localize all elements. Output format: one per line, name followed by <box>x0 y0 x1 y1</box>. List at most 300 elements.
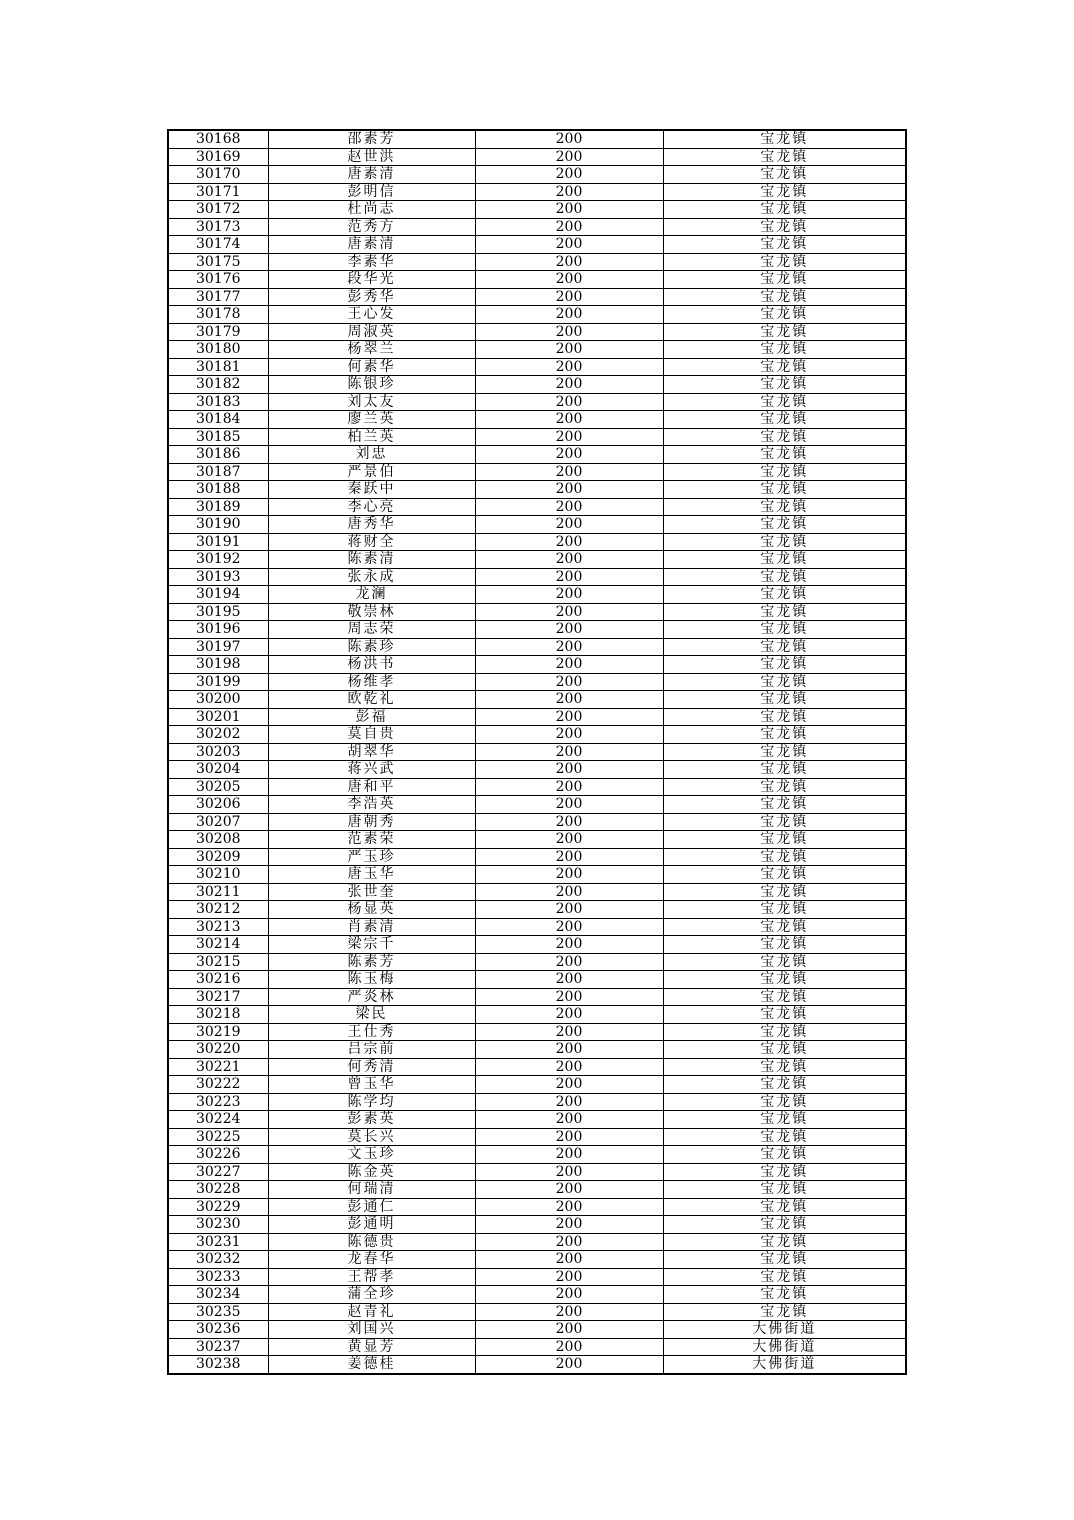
row-place-cell: 宝龙镇 <box>663 1286 906 1304</box>
row-name-cell: 杨洪书 <box>268 656 475 674</box>
table-row <box>168 743 906 761</box>
row-place-cell: 宝龙镇 <box>663 253 906 271</box>
table-row <box>168 1286 906 1304</box>
row-place-cell: 宝龙镇 <box>663 813 906 831</box>
row-name-cell: 彭福 <box>268 708 475 726</box>
row-amount-cell: 200 <box>475 166 663 184</box>
table-row <box>168 236 906 254</box>
row-place-cell: 宝龙镇 <box>663 1023 906 1041</box>
row-place-cell: 宝龙镇 <box>663 201 906 219</box>
table-row <box>168 621 906 639</box>
table-row <box>168 201 906 219</box>
row-place-cell: 宝龙镇 <box>663 673 906 691</box>
row-id-cell: 30204 <box>168 761 268 779</box>
table-row <box>168 323 906 341</box>
row-amount-cell: 200 <box>475 1233 663 1251</box>
row-name-cell: 蒋兴武 <box>268 761 475 779</box>
row-id-cell: 30188 <box>168 481 268 499</box>
table-row <box>168 726 906 744</box>
table-row <box>168 638 906 656</box>
row-place-cell: 大佛街道 <box>663 1356 906 1374</box>
table-row <box>168 148 906 166</box>
row-id-cell: 30234 <box>168 1286 268 1304</box>
row-place-cell: 宝龙镇 <box>663 481 906 499</box>
row-name-cell: 王仕秀 <box>268 1023 475 1041</box>
table-row <box>168 778 906 796</box>
row-place-cell: 宝龙镇 <box>663 691 906 709</box>
row-id-cell: 30193 <box>168 568 268 586</box>
row-id-cell: 30184 <box>168 411 268 429</box>
row-name-cell: 唐玉华 <box>268 866 475 884</box>
row-name-cell: 李素华 <box>268 253 475 271</box>
row-name-cell: 陈玉梅 <box>268 971 475 989</box>
row-amount-cell: 200 <box>475 761 663 779</box>
row-place-cell: 宝龙镇 <box>663 656 906 674</box>
row-place-cell: 宝龙镇 <box>663 1058 906 1076</box>
row-id-cell: 30203 <box>168 743 268 761</box>
table-row <box>168 428 906 446</box>
row-id-cell: 30201 <box>168 708 268 726</box>
row-place-cell: 宝龙镇 <box>663 1076 906 1094</box>
row-amount-cell: 200 <box>475 726 663 744</box>
row-amount-cell: 200 <box>475 831 663 849</box>
row-amount-cell: 200 <box>475 1006 663 1024</box>
row-name-cell: 何瑞清 <box>268 1181 475 1199</box>
row-amount-cell: 200 <box>475 621 663 639</box>
row-id-cell: 30210 <box>168 866 268 884</box>
table-row <box>168 1216 906 1234</box>
row-place-cell: 宝龙镇 <box>663 183 906 201</box>
row-amount-cell: 200 <box>475 691 663 709</box>
row-amount-cell: 200 <box>475 656 663 674</box>
table-row <box>168 498 906 516</box>
row-amount-cell: 200 <box>475 498 663 516</box>
row-id-cell: 30215 <box>168 953 268 971</box>
table-row <box>168 481 906 499</box>
row-name-cell: 陈学均 <box>268 1093 475 1111</box>
row-place-cell: 宝龙镇 <box>663 1198 906 1216</box>
row-place-cell: 宝龙镇 <box>663 218 906 236</box>
row-place-cell: 宝龙镇 <box>663 796 906 814</box>
table-row <box>168 603 906 621</box>
row-place-cell: 宝龙镇 <box>663 288 906 306</box>
row-name-cell: 柏兰英 <box>268 428 475 446</box>
row-amount-cell: 200 <box>475 306 663 324</box>
table-row <box>168 1303 906 1321</box>
row-id-cell: 30190 <box>168 516 268 534</box>
row-place-cell: 宝龙镇 <box>663 166 906 184</box>
row-name-cell: 彭明信 <box>268 183 475 201</box>
table-row <box>168 306 906 324</box>
row-amount-cell: 200 <box>475 796 663 814</box>
row-place-cell: 宝龙镇 <box>663 1111 906 1129</box>
row-amount-cell: 200 <box>475 376 663 394</box>
row-place-cell: 宝龙镇 <box>663 428 906 446</box>
row-name-cell: 刘国兴 <box>268 1321 475 1339</box>
row-name-cell: 曾玉华 <box>268 1076 475 1094</box>
row-name-cell: 刘太友 <box>268 393 475 411</box>
row-place-cell: 宝龙镇 <box>663 848 906 866</box>
table-row <box>168 761 906 779</box>
table-row <box>168 1356 906 1374</box>
row-id-cell: 30220 <box>168 1041 268 1059</box>
row-id-cell: 30199 <box>168 673 268 691</box>
row-name-cell: 李浩英 <box>268 796 475 814</box>
row-name-cell: 唐素清 <box>268 166 475 184</box>
table-row <box>168 1023 906 1041</box>
row-place-cell: 宝龙镇 <box>663 1181 906 1199</box>
row-place-cell: 宝龙镇 <box>663 498 906 516</box>
row-id-cell: 30235 <box>168 1303 268 1321</box>
row-place-cell: 宝龙镇 <box>663 1093 906 1111</box>
row-id-cell: 30182 <box>168 376 268 394</box>
row-name-cell: 张世奎 <box>268 883 475 901</box>
row-amount-cell: 200 <box>475 1321 663 1339</box>
row-name-cell: 胡翠华 <box>268 743 475 761</box>
row-amount-cell: 200 <box>475 428 663 446</box>
row-amount-cell: 200 <box>475 218 663 236</box>
row-name-cell: 严玉珍 <box>268 848 475 866</box>
table-row <box>168 708 906 726</box>
row-place-cell: 宝龙镇 <box>663 1251 906 1269</box>
row-place-cell: 宝龙镇 <box>663 306 906 324</box>
row-amount-cell: 200 <box>475 411 663 429</box>
row-id-cell: 30178 <box>168 306 268 324</box>
row-place-cell: 宝龙镇 <box>663 761 906 779</box>
row-place-cell: 宝龙镇 <box>663 988 906 1006</box>
table-row <box>168 1041 906 1059</box>
row-amount-cell: 200 <box>475 988 663 1006</box>
table-row <box>168 796 906 814</box>
row-amount-cell: 200 <box>475 1128 663 1146</box>
table-row <box>168 883 906 901</box>
row-name-cell: 邵素芳 <box>268 130 475 148</box>
row-place-cell: 宝龙镇 <box>663 551 906 569</box>
row-name-cell: 陈德贵 <box>268 1233 475 1251</box>
row-name-cell: 黄显芳 <box>268 1338 475 1356</box>
row-name-cell: 彭通明 <box>268 1216 475 1234</box>
row-name-cell: 陈银珍 <box>268 376 475 394</box>
table-row <box>168 866 906 884</box>
row-place-cell: 宝龙镇 <box>663 831 906 849</box>
row-id-cell: 30170 <box>168 166 268 184</box>
table-row <box>168 411 906 429</box>
row-amount-cell: 200 <box>475 1093 663 1111</box>
table-row <box>168 1163 906 1181</box>
table-row <box>168 516 906 534</box>
row-id-cell: 30233 <box>168 1268 268 1286</box>
row-name-cell: 杨维孝 <box>268 673 475 691</box>
row-place-cell: 宝龙镇 <box>663 1146 906 1164</box>
row-id-cell: 30172 <box>168 201 268 219</box>
row-place-cell: 宝龙镇 <box>663 1128 906 1146</box>
row-id-cell: 30206 <box>168 796 268 814</box>
table-row <box>168 656 906 674</box>
row-amount-cell: 200 <box>475 586 663 604</box>
row-name-cell: 赵青礼 <box>268 1303 475 1321</box>
row-name-cell: 蒲全珍 <box>268 1286 475 1304</box>
row-name-cell: 彭通仁 <box>268 1198 475 1216</box>
row-place-cell: 宝龙镇 <box>663 358 906 376</box>
row-id-cell: 30211 <box>168 883 268 901</box>
row-amount-cell: 200 <box>475 603 663 621</box>
row-id-cell: 30196 <box>168 621 268 639</box>
row-place-cell: 宝龙镇 <box>663 463 906 481</box>
table-row <box>168 691 906 709</box>
row-id-cell: 30205 <box>168 778 268 796</box>
table-row <box>168 901 906 919</box>
table-row <box>168 1093 906 1111</box>
table-row <box>168 253 906 271</box>
row-id-cell: 30189 <box>168 498 268 516</box>
row-amount-cell: 200 <box>475 883 663 901</box>
row-amount-cell: 200 <box>475 253 663 271</box>
row-amount-cell: 200 <box>475 533 663 551</box>
row-place-cell: 宝龙镇 <box>663 586 906 604</box>
table-row <box>168 1111 906 1129</box>
row-name-cell: 唐和平 <box>268 778 475 796</box>
table-row <box>168 463 906 481</box>
row-place-cell: 大佛街道 <box>663 1321 906 1339</box>
row-place-cell: 宝龙镇 <box>663 1006 906 1024</box>
row-name-cell: 段华光 <box>268 271 475 289</box>
row-id-cell: 30200 <box>168 691 268 709</box>
table-row <box>168 988 906 1006</box>
table-row <box>168 271 906 289</box>
row-id-cell: 30214 <box>168 936 268 954</box>
row-name-cell: 陈素芳 <box>268 953 475 971</box>
row-name-cell: 廖兰英 <box>268 411 475 429</box>
row-place-cell: 宝龙镇 <box>663 1163 906 1181</box>
row-id-cell: 30197 <box>168 638 268 656</box>
row-name-cell: 杨显英 <box>268 901 475 919</box>
row-id-cell: 30229 <box>168 1198 268 1216</box>
row-name-cell: 吕宗前 <box>268 1041 475 1059</box>
table-row <box>168 813 906 831</box>
row-place-cell: 宝龙镇 <box>663 778 906 796</box>
row-amount-cell: 200 <box>475 778 663 796</box>
row-place-cell: 宝龙镇 <box>663 953 906 971</box>
row-amount-cell: 200 <box>475 568 663 586</box>
row-place-cell: 宝龙镇 <box>663 568 906 586</box>
table-row <box>168 971 906 989</box>
row-amount-cell: 200 <box>475 743 663 761</box>
row-id-cell: 30238 <box>168 1356 268 1374</box>
row-amount-cell: 200 <box>475 358 663 376</box>
row-id-cell: 30186 <box>168 446 268 464</box>
row-id-cell: 30194 <box>168 586 268 604</box>
row-id-cell: 30223 <box>168 1093 268 1111</box>
row-id-cell: 30173 <box>168 218 268 236</box>
row-id-cell: 30187 <box>168 463 268 481</box>
row-amount-cell: 200 <box>475 551 663 569</box>
row-id-cell: 30207 <box>168 813 268 831</box>
table-row <box>168 1251 906 1269</box>
row-name-cell: 肖素清 <box>268 918 475 936</box>
row-name-cell: 秦跃中 <box>268 481 475 499</box>
table-row <box>168 1233 906 1251</box>
row-name-cell: 梁宗千 <box>268 936 475 954</box>
table-row <box>168 953 906 971</box>
row-name-cell: 彭素英 <box>268 1111 475 1129</box>
row-place-cell: 大佛街道 <box>663 1338 906 1356</box>
row-id-cell: 30177 <box>168 288 268 306</box>
row-id-cell: 30226 <box>168 1146 268 1164</box>
row-name-cell: 严炎林 <box>268 988 475 1006</box>
row-name-cell: 杜尚志 <box>268 201 475 219</box>
row-id-cell: 30228 <box>168 1181 268 1199</box>
row-place-cell: 宝龙镇 <box>663 323 906 341</box>
row-amount-cell: 200 <box>475 673 663 691</box>
table-row <box>168 1006 906 1024</box>
table-row <box>168 358 906 376</box>
row-amount-cell: 200 <box>475 393 663 411</box>
row-id-cell: 30192 <box>168 551 268 569</box>
row-id-cell: 30212 <box>168 901 268 919</box>
row-amount-cell: 200 <box>475 971 663 989</box>
table-row <box>168 1146 906 1164</box>
row-name-cell: 唐秀华 <box>268 516 475 534</box>
table-row <box>168 376 906 394</box>
row-amount-cell: 200 <box>475 1198 663 1216</box>
row-amount-cell: 200 <box>475 1041 663 1059</box>
row-id-cell: 30231 <box>168 1233 268 1251</box>
row-amount-cell: 200 <box>475 1356 663 1374</box>
row-id-cell: 30176 <box>168 271 268 289</box>
row-place-cell: 宝龙镇 <box>663 533 906 551</box>
row-id-cell: 30227 <box>168 1163 268 1181</box>
row-amount-cell: 200 <box>475 1251 663 1269</box>
table-row <box>168 183 906 201</box>
table-row <box>168 918 906 936</box>
row-amount-cell: 200 <box>475 1268 663 1286</box>
row-id-cell: 30181 <box>168 358 268 376</box>
row-place-cell: 宝龙镇 <box>663 411 906 429</box>
row-name-cell: 王心发 <box>268 306 475 324</box>
row-place-cell: 宝龙镇 <box>663 638 906 656</box>
row-amount-cell: 200 <box>475 936 663 954</box>
row-amount-cell: 200 <box>475 1058 663 1076</box>
row-place-cell: 宝龙镇 <box>663 1268 906 1286</box>
roster-table <box>167 129 907 1375</box>
row-name-cell: 梁民 <box>268 1006 475 1024</box>
row-name-cell: 严景伯 <box>268 463 475 481</box>
row-place-cell: 宝龙镇 <box>663 1041 906 1059</box>
row-id-cell: 30222 <box>168 1076 268 1094</box>
row-name-cell: 张永成 <box>268 568 475 586</box>
row-amount-cell: 200 <box>475 638 663 656</box>
row-amount-cell: 200 <box>475 323 663 341</box>
table-row <box>168 586 906 604</box>
row-place-cell: 宝龙镇 <box>663 376 906 394</box>
row-name-cell: 范秀方 <box>268 218 475 236</box>
row-id-cell: 30232 <box>168 1251 268 1269</box>
table-row <box>168 831 906 849</box>
row-place-cell: 宝龙镇 <box>663 236 906 254</box>
row-name-cell: 陈金英 <box>268 1163 475 1181</box>
row-amount-cell: 200 <box>475 848 663 866</box>
row-name-cell: 姜德桂 <box>268 1356 475 1374</box>
row-amount-cell: 200 <box>475 201 663 219</box>
table-row <box>168 551 906 569</box>
row-place-cell: 宝龙镇 <box>663 918 906 936</box>
row-amount-cell: 200 <box>475 1023 663 1041</box>
row-name-cell: 周志荣 <box>268 621 475 639</box>
row-id-cell: 30180 <box>168 341 268 359</box>
row-place-cell: 宝龙镇 <box>663 603 906 621</box>
row-id-cell: 30219 <box>168 1023 268 1041</box>
row-id-cell: 30198 <box>168 656 268 674</box>
table-row <box>168 1128 906 1146</box>
row-place-cell: 宝龙镇 <box>663 971 906 989</box>
row-id-cell: 30209 <box>168 848 268 866</box>
row-name-cell: 龙澜 <box>268 586 475 604</box>
table-row <box>168 218 906 236</box>
row-id-cell: 30171 <box>168 183 268 201</box>
row-place-cell: 宝龙镇 <box>663 148 906 166</box>
table-row <box>168 1181 906 1199</box>
row-id-cell: 30217 <box>168 988 268 1006</box>
table-row <box>168 533 906 551</box>
row-id-cell: 30168 <box>168 130 268 148</box>
table-row <box>168 1076 906 1094</box>
row-id-cell: 30174 <box>168 236 268 254</box>
row-id-cell: 30237 <box>168 1338 268 1356</box>
row-id-cell: 30225 <box>168 1128 268 1146</box>
table-row <box>168 1198 906 1216</box>
row-amount-cell: 200 <box>475 271 663 289</box>
row-place-cell: 宝龙镇 <box>663 516 906 534</box>
row-name-cell: 范素荣 <box>268 831 475 849</box>
row-id-cell: 30213 <box>168 918 268 936</box>
table-row <box>168 1321 906 1339</box>
row-amount-cell: 200 <box>475 813 663 831</box>
row-place-cell: 宝龙镇 <box>663 271 906 289</box>
row-amount-cell: 200 <box>475 236 663 254</box>
row-place-cell: 宝龙镇 <box>663 1303 906 1321</box>
row-amount-cell: 200 <box>475 1181 663 1199</box>
table-row <box>168 288 906 306</box>
row-id-cell: 30175 <box>168 253 268 271</box>
row-place-cell: 宝龙镇 <box>663 936 906 954</box>
row-name-cell: 周淑英 <box>268 323 475 341</box>
row-name-cell: 彭秀华 <box>268 288 475 306</box>
row-name-cell: 蒋财全 <box>268 533 475 551</box>
row-place-cell: 宝龙镇 <box>663 1216 906 1234</box>
row-place-cell: 宝龙镇 <box>663 1233 906 1251</box>
row-place-cell: 宝龙镇 <box>663 393 906 411</box>
row-id-cell: 30224 <box>168 1111 268 1129</box>
row-amount-cell: 200 <box>475 1338 663 1356</box>
row-place-cell: 宝龙镇 <box>663 708 906 726</box>
row-id-cell: 30191 <box>168 533 268 551</box>
table-row <box>168 1058 906 1076</box>
row-amount-cell: 200 <box>475 481 663 499</box>
row-id-cell: 30216 <box>168 971 268 989</box>
row-place-cell: 宝龙镇 <box>663 621 906 639</box>
row-amount-cell: 200 <box>475 918 663 936</box>
table-row <box>168 936 906 954</box>
row-amount-cell: 200 <box>475 1163 663 1181</box>
row-name-cell: 李心亮 <box>268 498 475 516</box>
row-id-cell: 30169 <box>168 148 268 166</box>
row-name-cell: 何秀清 <box>268 1058 475 1076</box>
row-amount-cell: 200 <box>475 866 663 884</box>
row-amount-cell: 200 <box>475 130 663 148</box>
row-amount-cell: 200 <box>475 1076 663 1094</box>
row-name-cell: 敬崇林 <box>268 603 475 621</box>
row-amount-cell: 200 <box>475 1111 663 1129</box>
